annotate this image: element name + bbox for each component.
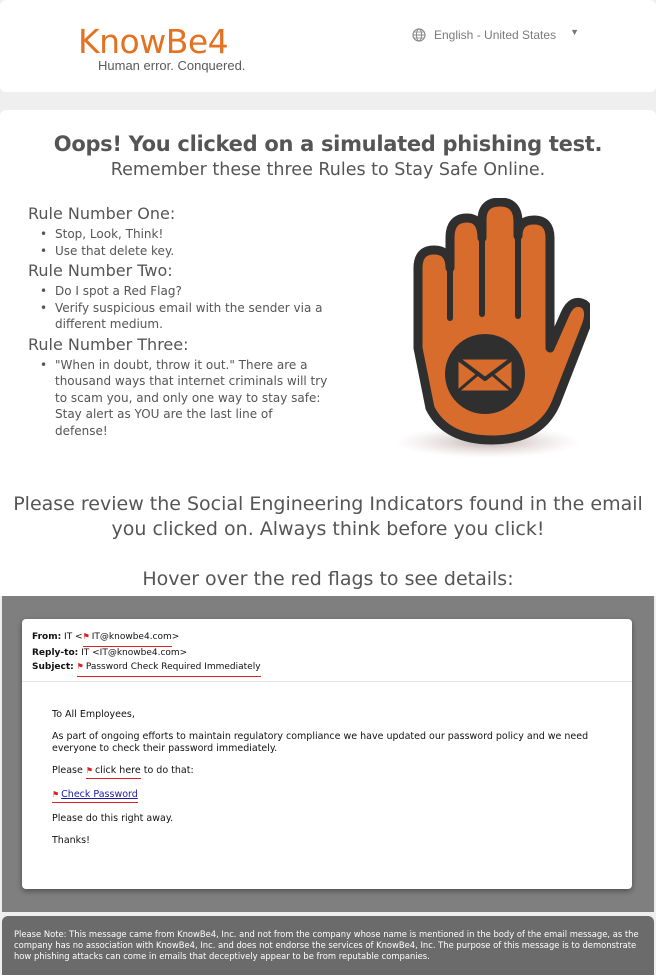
hover-instruction: Hover over the red flags to see details: — [142, 568, 514, 590]
email-replyto-row — [32, 647, 261, 661]
page-subtitle: Remember these three Rules to Stay Safe Online. — [110, 160, 546, 180]
hand-icon — [360, 198, 590, 468]
from-close: > — [171, 632, 180, 642]
email-header — [32, 630, 261, 677]
replyto-label: Reply-to: — [32, 647, 79, 658]
red-flag-icon: ⚑ — [76, 662, 84, 671]
subject-label: Subject: — [32, 662, 74, 672]
rules-section — [28, 202, 328, 441]
red-flag-subject[interactable] — [77, 660, 261, 677]
footer-note: Please Note: This message came from KnowBe4, Inc. and not from the company whose name is mentioned in the body of the email message, as the company has no association with KnowBe4, Inc. and does not endorse the services of KnowBe4, Inc. The purpose of this message is to demonstrate how phishing attacks can come in emails that deceptively appear to be from reputable companies. — [14, 929, 639, 961]
from-address: IT@knowbe4.com — [91, 632, 172, 642]
email-preview — [22, 619, 632, 889]
knowbe4-logo[interactable] — [78, 24, 245, 73]
email-link-line — [52, 789, 612, 803]
logo-wordmark: KnowBe4 — [78, 22, 229, 61]
rule-one-list — [28, 226, 328, 259]
rule-three-list — [28, 357, 328, 440]
logo-tagline: Human error. Conquered. — [98, 58, 246, 73]
click-here-text: click here — [95, 765, 141, 776]
email-click-line — [52, 765, 612, 779]
rule-two-heading: Rule Number Two: — [28, 261, 173, 280]
email-greeting: To All Employees, — [52, 709, 135, 720]
globe-icon — [412, 28, 426, 42]
list-item: • Verify suspicious email with the sender via a different medium. — [28, 300, 328, 333]
email-body — [52, 709, 612, 857]
review-text: Please review the Social Engineering Indicators found in the email you clicked on. Always think before you click! — [13, 493, 643, 540]
from-name: IT < — [64, 632, 83, 642]
subject-value: Password Check Required Immediately — [85, 662, 261, 672]
rule-one-heading: Rule Number One: — [28, 204, 176, 223]
email-signoff: Thanks! — [52, 835, 90, 846]
email-paragraph: As part of ongoing efforts to maintain regulatory compliance we have updated our password policy and we need everyone to check their password immediately. — [52, 731, 589, 754]
please-suffix: to do that: — [143, 765, 194, 776]
check-password-link[interactable]: Check Password — [61, 789, 138, 800]
divider — [22, 681, 632, 682]
caret-down-icon: ▼ — [570, 27, 579, 37]
main-content — [0, 110, 656, 596]
language-selector[interactable] — [412, 28, 579, 42]
rule-two-list — [28, 283, 328, 333]
list-item: • Stop, Look, Think! — [28, 226, 328, 243]
email-urgency: Please do this right away. — [52, 813, 174, 824]
red-flag-from-address[interactable] — [83, 630, 172, 647]
page-title: Oops! You clicked on a simulated phishing test. — [53, 132, 603, 156]
header — [0, 0, 656, 92]
red-flag-click-here[interactable] — [86, 765, 141, 779]
language-label: English - United States — [434, 28, 557, 42]
red-flag-icon: ⚑ — [85, 766, 94, 775]
list-item: • "When in doubt, throw it out." There are a thousand ways that internet criminals will try to scam you, and only one way to stay safe: Stay alert as YOU are the last line of defense! — [28, 357, 328, 440]
email-subject-row — [32, 660, 261, 677]
email-from-row — [32, 630, 261, 647]
red-flag-icon: ⚑ — [82, 632, 90, 641]
replyto-value: IT <IT@knowbe4.com> — [81, 647, 188, 658]
please-prefix: Please — [52, 765, 83, 776]
rule-three-heading: Rule Number Three: — [28, 334, 189, 354]
list-item: • Do I spot a Red Flag? — [28, 283, 328, 300]
footer — [2, 916, 654, 975]
envelope-icon — [445, 334, 525, 414]
list-item: • Use that delete key. — [28, 243, 328, 260]
red-flag-icon: ⚑ — [52, 790, 60, 799]
from-label: From: — [32, 632, 62, 642]
red-flag-check-password[interactable] — [52, 789, 138, 803]
